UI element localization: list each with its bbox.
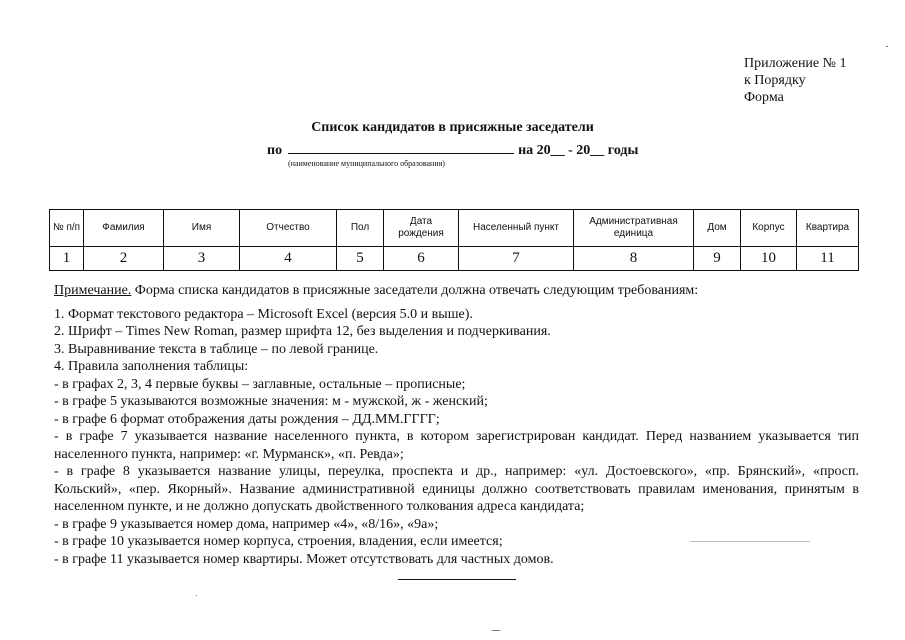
note-line: - в графах 2, 3, 4 первые буквы – заглавные, остальные – прописные;: [54, 376, 466, 392]
header-cell: Квартира: [797, 210, 859, 247]
header-cell: Дата рождения: [384, 210, 459, 247]
subtitle-prefix: по: [267, 143, 283, 158]
column-number-cell: 6: [384, 247, 459, 271]
end-divider-line: [398, 579, 516, 580]
header-cell: Имя: [164, 210, 240, 247]
appendix-header: [744, 55, 847, 106]
note-line: - в графе 6 формат отображения даты рождения – ДД.ММ.ГГГГ;: [54, 411, 440, 427]
column-number-cell: 4: [240, 247, 337, 271]
header-cell: Административная единица: [574, 210, 694, 247]
notes-section: [54, 282, 859, 568]
note-line: 2. Шрифт – Times New Roman, размер шрифта 12, без выделения и подчеркивания.: [54, 324, 551, 339]
note-line: 4. Правила заполнения таблицы:: [54, 359, 249, 374]
scan-speck: [492, 630, 500, 631]
header-cell: № п/п: [50, 210, 84, 247]
scan-speck: [886, 46, 888, 47]
document-title: Список кандидатов в присяжные заседатели: [311, 120, 594, 135]
appendix-line-2: к Порядку: [744, 73, 806, 88]
document-subtitle: [267, 141, 638, 159]
header-cell: Корпус: [741, 210, 797, 247]
column-number-cell: 8: [574, 247, 694, 271]
appendix-line-1: Приложение № 1: [744, 56, 847, 71]
note-line: - в графе 5 указываются возможные значения: м - мужской, ж - женский;: [54, 394, 488, 409]
header-cell: Отчество: [240, 210, 337, 247]
note-line: - в графе 10 указывается номер корпуса, строения, владения, если имеется;: [54, 534, 503, 549]
subtitle-suffix: на 20__ - 20__ годы: [518, 143, 639, 158]
column-number-cell: 5: [337, 247, 384, 271]
note-line: - в графе 11 указывается номер квартиры. Может отсутствовать для частных домов.: [54, 551, 554, 567]
municipality-hint: (наименование муниципального образования): [288, 159, 445, 168]
column-number-cell: 2: [84, 247, 164, 271]
column-number-cell: 1: [50, 247, 84, 271]
candidates-table: [49, 209, 859, 271]
header-cell: Дом: [694, 210, 741, 247]
column-number-cell: 3: [164, 247, 240, 271]
scan-speck: [196, 595, 197, 596]
table-header-row: [50, 210, 859, 247]
column-number-cell: 9: [694, 247, 741, 271]
note-line: - в графе 9 указывается номер дома, например «4», «8/16», «9а»;: [54, 516, 439, 532]
table-row: [50, 247, 859, 271]
column-number-cell: 10: [741, 247, 797, 271]
note-line: 1. Формат текстового редактора – Microsoft Excel (версия 5.0 и выше).: [54, 306, 473, 322]
notes-label: Примечание.: [54, 283, 132, 298]
scan-speck: [690, 541, 810, 542]
notes-intro-text: Форма списка кандидатов в присяжные заседатели должна отвечать следующим требованиям:: [131, 283, 699, 298]
header-cell: Пол: [337, 210, 384, 247]
notes-intro: [54, 282, 859, 300]
appendix-line-3: Форма: [744, 90, 784, 105]
header-cell: Фамилия: [84, 210, 164, 247]
municipality-blank-line: [288, 141, 514, 154]
column-number-cell: 7: [459, 247, 574, 271]
note-line: 3. Выравнивание текста в таблице – по левой границе.: [54, 341, 379, 357]
note-line: - в графе 7 указывается название населенного пункта, в котором зарегистрирован кандидат. Перед названием указывается тип населенного пункта, например: «г. Мурманск», «п. Ревда»;: [54, 429, 859, 462]
note-line: - в графе 8 указывается название улицы, переулка, проспекта и др., например: «ул. Достоевского», «пр. Брянский», «просп. Кольский», «пер. Якорный». Название административной единицы должно соответствовать правилам именования, принятым в населенном пункте, и не должно допускать двойственного толкования адреса кандидата;: [54, 464, 859, 514]
header-cell: Населенный пункт: [459, 210, 574, 247]
column-number-cell: 11: [797, 247, 859, 271]
